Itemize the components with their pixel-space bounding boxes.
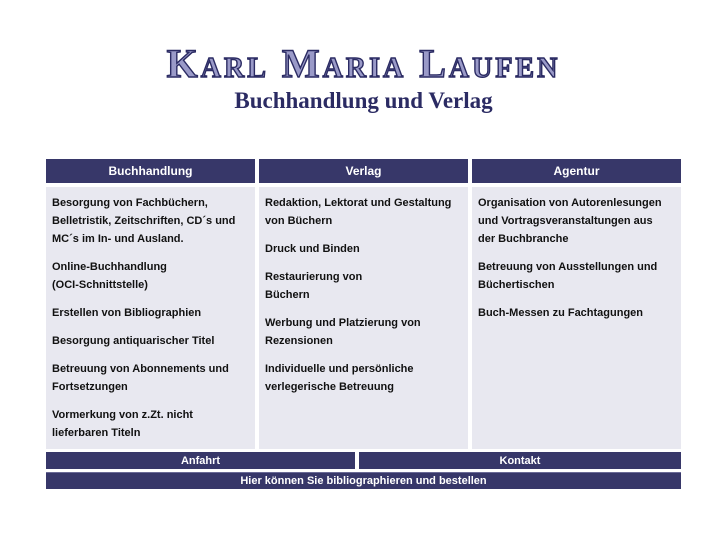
service-item [52, 332, 250, 350]
service-item-line: Büchertischen [478, 279, 555, 291]
service-item [478, 258, 676, 294]
service-item-line: Büchern [265, 289, 310, 301]
service-item-line: der Buchbranche [478, 233, 569, 245]
site-logo [0, 41, 727, 114]
buchhandlung-services [46, 187, 255, 449]
service-item [52, 360, 250, 396]
agentur-services [472, 187, 681, 449]
nav-kontakt[interactable]: Kontakt [359, 452, 681, 469]
service-item [265, 194, 463, 230]
table-header-row [46, 159, 681, 183]
service-item [52, 406, 250, 442]
service-item [52, 304, 250, 322]
service-item-line: Betreuung von Abonnements und [52, 363, 229, 375]
service-item [52, 194, 250, 248]
service-item-line: Restaurierung von [265, 271, 363, 283]
service-item-line: MC´s im In- und Ausland. [52, 233, 184, 245]
nav-agentur[interactable]: Agentur [472, 159, 681, 183]
service-item-line: Fortsetzungen [52, 381, 128, 393]
service-item-line: Besorgung von Fachbüchern, [52, 197, 208, 209]
service-item-line: Organisation von Autorenlesungen [478, 197, 662, 209]
service-item-line: Redaktion, Lektorat und Gestaltung [265, 197, 452, 209]
service-item-line: und Vortragsveranstaltungen aus [478, 215, 653, 227]
nav-anfahrt[interactable]: Anfahrt [46, 452, 355, 469]
logo-subtitle: Buchhandlung und Verlag [234, 88, 493, 113]
service-item [265, 240, 463, 258]
bibliography-order-link[interactable]: Hier können Sie bibliographieren und bestellen [46, 472, 681, 489]
service-item [478, 194, 676, 248]
service-item [478, 304, 676, 322]
service-item-line: Werbung und Platzierung von [265, 317, 421, 329]
service-item [265, 360, 463, 396]
service-item-line: Druck und Binden [265, 243, 360, 255]
service-item-line: Betreuung von Ausstellungen und [478, 261, 658, 273]
service-item [265, 268, 463, 304]
table-content-row [46, 187, 681, 449]
service-item-line: verlegerische Betreuung [265, 381, 394, 393]
service-item-line: Online-Buchhandlung [52, 261, 167, 273]
service-item-line: Besorgung antiquarischer Titel [52, 335, 215, 347]
logo-title: Karl Maria Laufen [166, 41, 561, 86]
service-item-line: von Büchern [265, 215, 333, 227]
service-item-line: Rezensionen [265, 335, 333, 347]
services-table [46, 159, 681, 489]
service-item-line: Vormerkung von z.Zt. nicht [52, 409, 193, 421]
service-item-line: (OCI-Schnittstelle) [52, 279, 148, 291]
service-item-line: Buch-Messen zu Fachtagungen [478, 307, 644, 319]
nav-buchhandlung[interactable]: Buchhandlung [46, 159, 255, 183]
service-item [265, 314, 463, 350]
verlag-services [259, 187, 468, 449]
nav-verlag[interactable]: Verlag [259, 159, 468, 183]
service-item-line: Erstellen von Bibliographien [52, 307, 202, 319]
service-item-line: Belletristik, Zeitschriften, CD´s und [52, 215, 236, 227]
table-footer-row [46, 452, 681, 469]
service-item-line: lieferbaren Titeln [52, 427, 141, 439]
service-item-line: Individuelle und persönliche [265, 363, 414, 375]
service-item [52, 258, 250, 294]
